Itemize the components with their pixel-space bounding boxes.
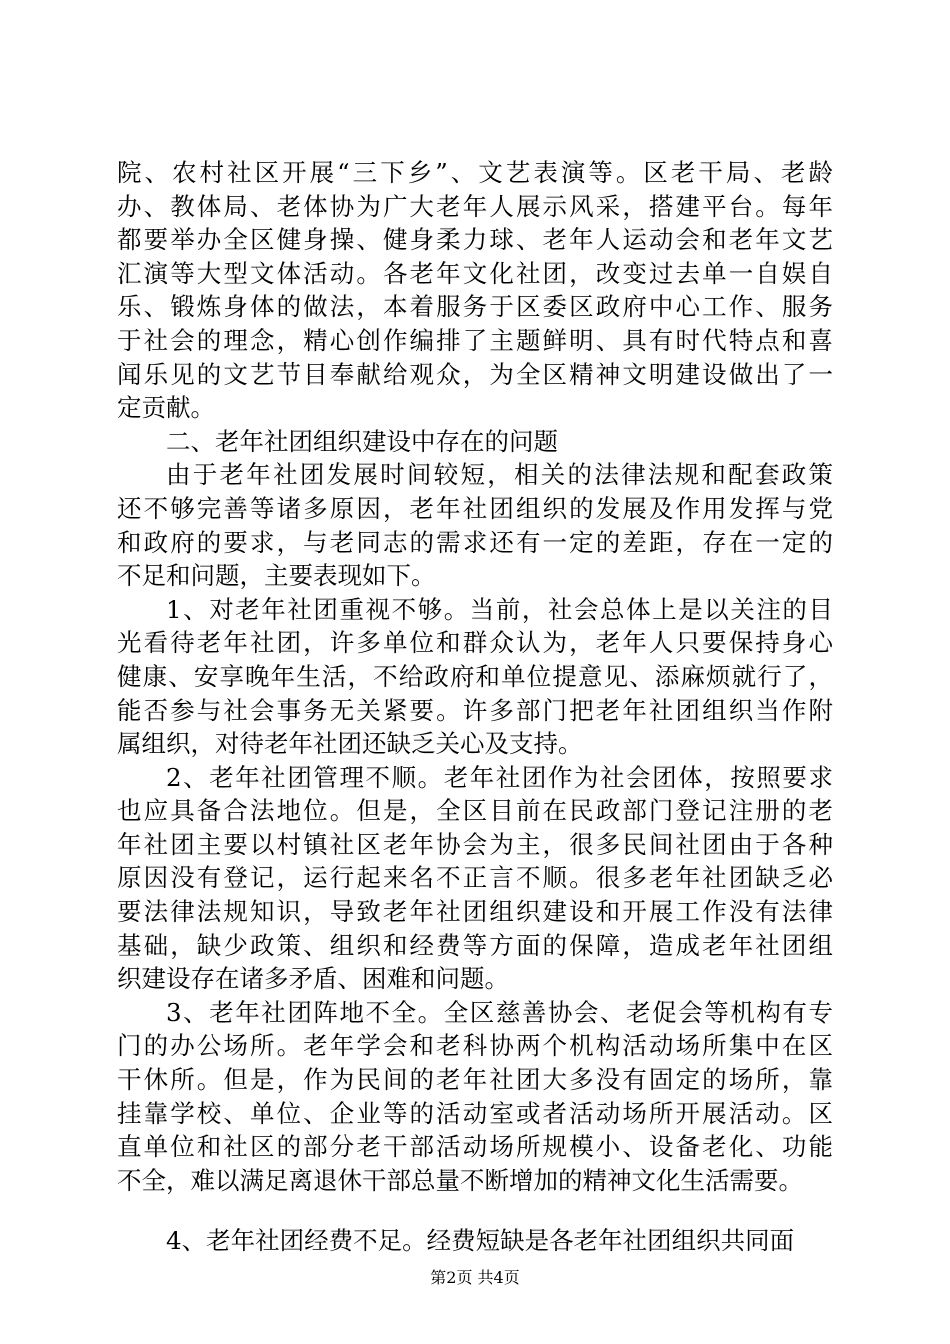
text-line: 原因没有登记，运行起来名不正言不顺。很多老年社团缺乏必 bbox=[117, 863, 833, 893]
text-line: 2、老年社团管理不顺。老年社团作为社会团体，按照要求 bbox=[166, 762, 833, 792]
text-line: 3、老年社团阵地不全。全区慈善协会、老促会等机构有专 bbox=[166, 997, 833, 1027]
text-line: 闻乐见的文艺节目奉献给观众，为全区精神文明建设做出了一 bbox=[117, 359, 833, 389]
paragraph-gap bbox=[117, 1197, 833, 1224]
text-line: 4、老年社团经费不足。经费短缺是各老年社团组织共同面 bbox=[166, 1226, 795, 1256]
text-line: 干休所。但是，作为民间的老年社团大多没有固定的场所，靠 bbox=[117, 1065, 833, 1095]
text-line: 都要举办全区健身操、健身柔力球、老年人运动会和老年文艺 bbox=[117, 225, 833, 255]
paragraph bbox=[117, 156, 833, 425]
text-line: 定贡献。 bbox=[117, 393, 215, 423]
text-line: 健康、安享晚年生活，不给政府和单位提意见、添麻烦就行了， bbox=[117, 661, 833, 691]
paragraph bbox=[117, 425, 833, 459]
text-line: 挂靠学校、单位、企业等的活动室或者活动场所开展活动。区 bbox=[117, 1098, 833, 1128]
text-line: 属组织，对待老年社团还缺乏关心及支持。 bbox=[117, 729, 583, 759]
text-line: 由于老年社团发展时间较短，相关的法律法规和配套政策 bbox=[166, 460, 833, 490]
text-line: 不全，难以满足离退休干部总量不断增加的精神文化生活需要。 bbox=[117, 1165, 803, 1195]
paragraph bbox=[117, 761, 833, 996]
text-line: 于社会的理念，精心创作编排了主题鲜明、具有时代特点和喜 bbox=[117, 325, 833, 355]
document-body bbox=[117, 156, 833, 1258]
text-line: 要法律法规知识，导致老年社团组织建设和开展工作没有法律 bbox=[117, 897, 833, 927]
page-footer: 第2页 共4页 bbox=[430, 1268, 520, 1287]
text-line: 直单位和社区的部分老干部活动场所规模小、设备老化、功能 bbox=[117, 1132, 833, 1162]
text-line: 办、教体局、老体协为广大老年人展示风采，搭建平台。每年 bbox=[117, 191, 833, 221]
text-line: 乐、锻炼身体的做法，本着服务于区委区政府中心工作、服务 bbox=[117, 292, 833, 322]
text-line: 院、农村社区开展“三下乡”、文艺表演等。区老干局、老龄 bbox=[117, 158, 833, 187]
text-line: 光看待老年社团，许多单位和群众认为，老年人只要保持身心 bbox=[117, 628, 833, 658]
text-line: 汇演等大型文体活动。各老年文化社团，改变过去单一自娱自 bbox=[117, 258, 833, 288]
paragraph bbox=[117, 593, 833, 761]
text-line: 也应具备合法地位。但是，全区目前在民政部门登记注册的老 bbox=[117, 796, 833, 826]
text-line: 年社团主要以村镇社区老年协会为主，很多民间社团由于各种 bbox=[117, 829, 833, 859]
text-line: 不足和问题，主要表现如下。 bbox=[117, 561, 436, 591]
text-line: 基础，缺少政策、组织和经费等方面的保障，造成老年社团组 bbox=[117, 930, 833, 960]
text-line: 织建设存在诸多矛盾、困难和问题。 bbox=[117, 964, 509, 994]
text-line: 门的办公场所。老年学会和老科协两个机构活动场所集中在区 bbox=[117, 1031, 833, 1061]
text-line: 1、对老年社团重视不够。当前，社会总体上是以关注的目 bbox=[166, 594, 833, 624]
text-line: 还不够完善等诸多原因，老年社团组织的发展及作用发挥与党 bbox=[117, 493, 833, 523]
text-line: 二、老年社团组织建设中存在的问题 bbox=[166, 426, 558, 456]
paragraph bbox=[117, 1224, 833, 1258]
paragraph bbox=[117, 996, 833, 1198]
paragraph bbox=[117, 458, 833, 592]
text-line: 和政府的要求，与老同志的需求还有一定的差距，存在一定的 bbox=[117, 527, 833, 557]
text-line: 能否参与社会事务无关紧要。许多部门把老年社团组织当作附 bbox=[117, 695, 833, 725]
